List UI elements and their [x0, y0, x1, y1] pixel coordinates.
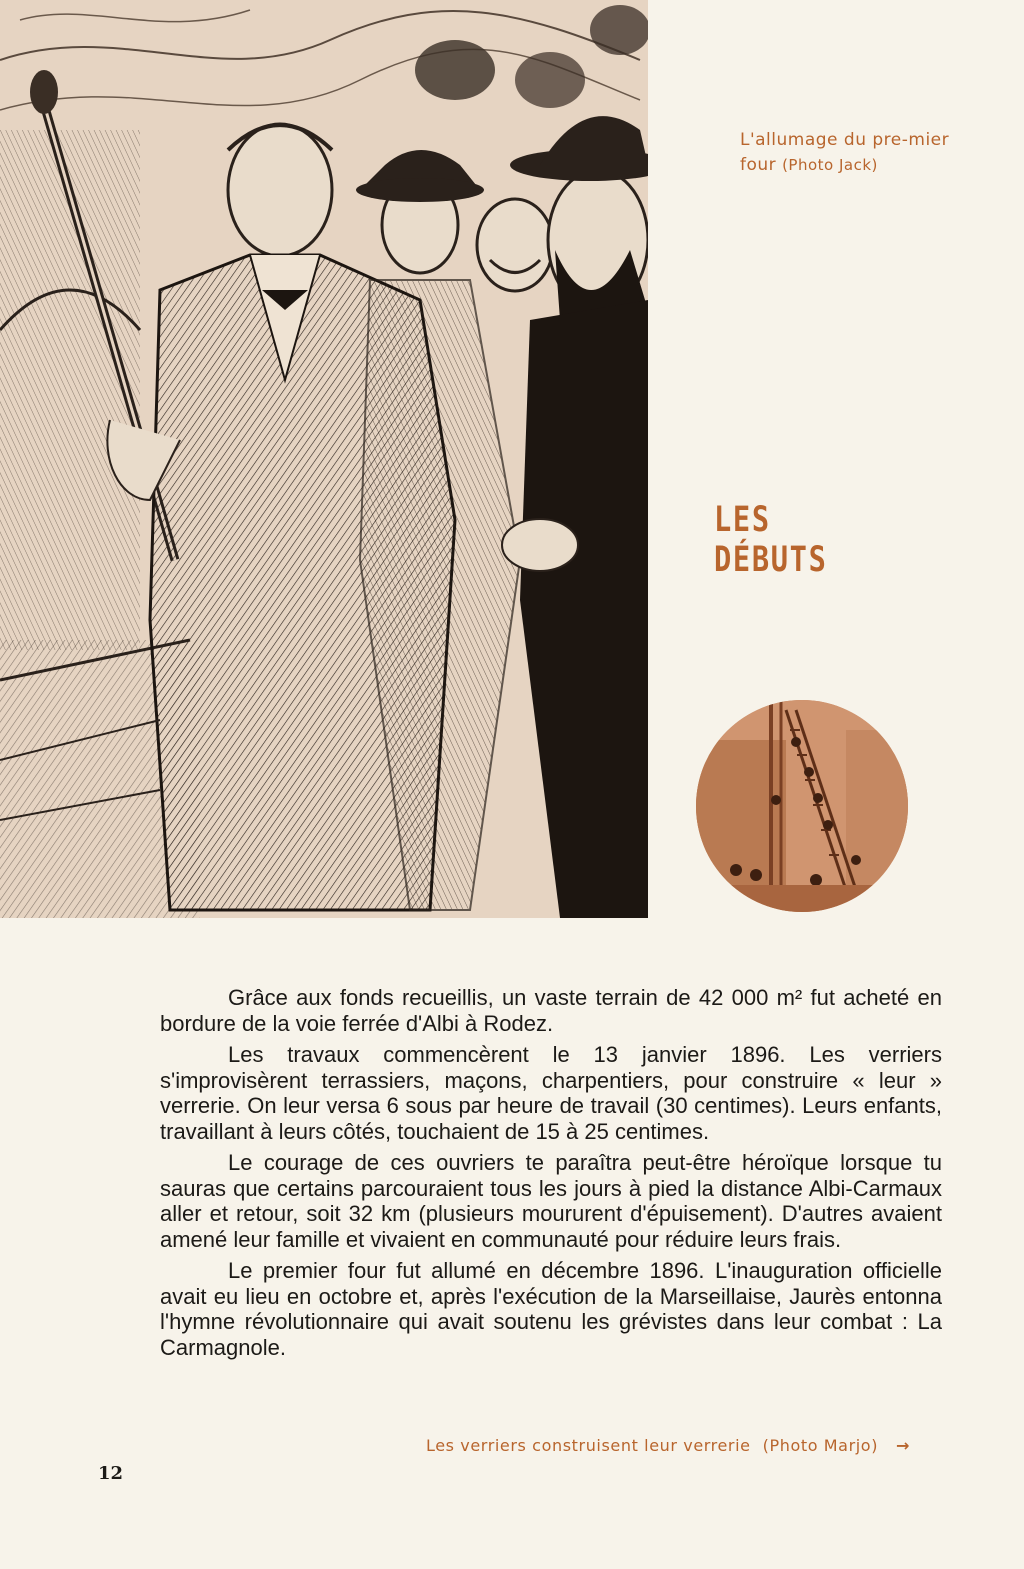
page-number: 12	[98, 1463, 124, 1484]
caption-top-text: L'allumage du pre-mier four	[740, 130, 950, 175]
section-title: LES DÉBUTS	[714, 500, 828, 580]
sketch-drawing	[0, 0, 648, 918]
arrow-right-icon: →	[896, 1436, 911, 1455]
caption-top-credit: (Photo Jack)	[782, 156, 878, 174]
body-text	[160, 985, 942, 1366]
paragraph-workers-courage: Le courage de ces ouvriers te paraîtra peut-être héroïque lorsque tu sauras que certains parcouraient tous les jours à pied la distance Albi-Carmaux aller et retour, soit 32 km (plusieurs moururent d'épuisement). D'autres avaient amené leur famille et vivaient en communauté pour réduire leurs frais.	[160, 1150, 942, 1252]
caption-bottom	[426, 1436, 1006, 1455]
paragraph-first-furnace: Le premier four fut allumé en décembre 1896. L'inauguration officielle avait eu lieu en octobre et, après l'exécution de la Marseillaise, Jaurès entonna l'hymne révolutionnaire qui avait soutenu les grévistes dans leur combat : La Carmagnole.	[160, 1258, 942, 1360]
paragraph-works-begin: Les travaux commencèrent le 13 janvier 1896. Les verriers s'improvisèrent terrassiers, maçons, charpentiers, pour construire « leur » verrerie. On leur versa 6 sous par heure de travail (30 centimes). Leurs enfants, travaillant à leurs côtés, touchaient de 15 à 25 centimes.	[160, 1042, 942, 1144]
paragraph-land-purchase: Grâce aux fonds recueillis, un vaste terrain de 42 000 m² fut acheté en bordure de la voie ferrée d'Albi à Rodez.	[160, 985, 942, 1036]
caption-bottom-text: Les verriers construisent leur verrerie	[426, 1436, 751, 1455]
round-photo-workers-building	[696, 700, 908, 912]
caption-bottom-credit: (Photo Marjo)	[762, 1436, 879, 1455]
illustration-lighting-first-furnace	[0, 0, 648, 918]
photo-scaffolding	[696, 700, 908, 912]
caption-top	[740, 128, 960, 178]
